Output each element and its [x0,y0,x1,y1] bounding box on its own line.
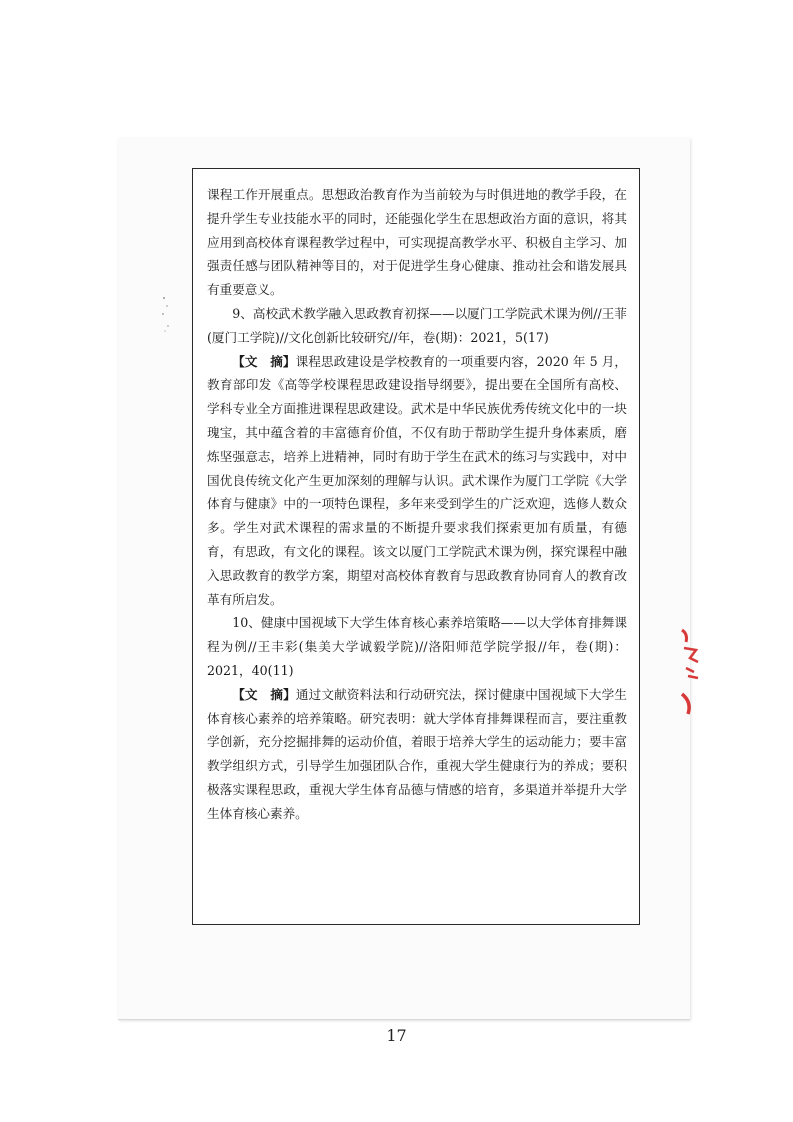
page-bottom-edge [118,1019,690,1020]
entry-9-citation: 9、高校武术教学融入思政教育初探——以厦门工学院武术课为例//王菲(厦门工学院)//文化创新比较研究//年，卷(期)：2021，5(17) [207,305,627,345]
page-number: 17 [386,1026,407,1045]
red-seal-edge [678,628,704,716]
abstract-label: 【文 摘】 [232,686,296,702]
abstract-text: 课程思政建设是学校教育的一项重要内容，2020 年 5 月，教育部印发《高等学校课程思政建设指导纲要》，提出要在全国所有高校、学科专业全方面推进课程思政建设。武术是中华民族优秀传统文化中的一块瑰宝，其中蕴含着的丰富德育价值，不仅有助于帮助学生提升身体素质，磨炼坚强意志，培养上进精神，同时有助于学生在武术的练习与实践中，对中国优良传统文化产生更加深刻的理解与认识。武术课作为厦门工学院《大学体育与健康》中的一项特色课程，多年来受到学生的广泛欢迎，选修人数众多。学生对武术课程的需求量的不断提升要求我们探索更加有质量，有德育，有思政，有文化的课程。该文以厦门工学院武术课为例，探究课程中融入思政教育的教学方案，期望对高校体育教育与思政教育协同育人的教育改革有所启发。 [207,353,627,607]
abstract-label: 【文 摘】 [232,353,296,369]
continuation-paragraph: 课程工作开展重点。思想政治教育作为当前较为与时俱进地的教学手段，在提升学生专业技能水平的同时，还能强化学生在思想政治方面的意识，将其应用到高校体育课程教学过程中，可实现提高教学水平、积极自主学习、加强责任感与团队精神等目的，对于促进学生身心健康、推动社会和谐发展具有重要意义。 [207,187,627,298]
scan-specks [158,294,178,334]
abstract-text: 通过文献资料法和行动研究法，探讨健康中国视域下大学生体育核心素养的培养策略。研究表明：就大学体育排舞课程而言，要注重教学创新，充分挖掘排舞的运动价值，着眼于培养大学生的运动能力；要丰富教学组织方式，引导学生加强团队合作，重视大学生健康行为的养成；要积极落实课程思政，重视大学生体育品德与情感的培育，多渠道并举提升大学生体育核心素养。 [207,686,628,821]
document-body [207,183,627,826]
entry-10-abstract [207,683,627,826]
entry-9-abstract [207,350,627,612]
text-frame [192,168,640,925]
entry-10-citation: 10、健康中国视域下大学生体育核心素养培策略——以大学体育排舞课程为例//王丰彩(集美大学诚毅学院)//洛阳师范学院学报//年，卷(期)：2021，40(11) [207,615,627,678]
